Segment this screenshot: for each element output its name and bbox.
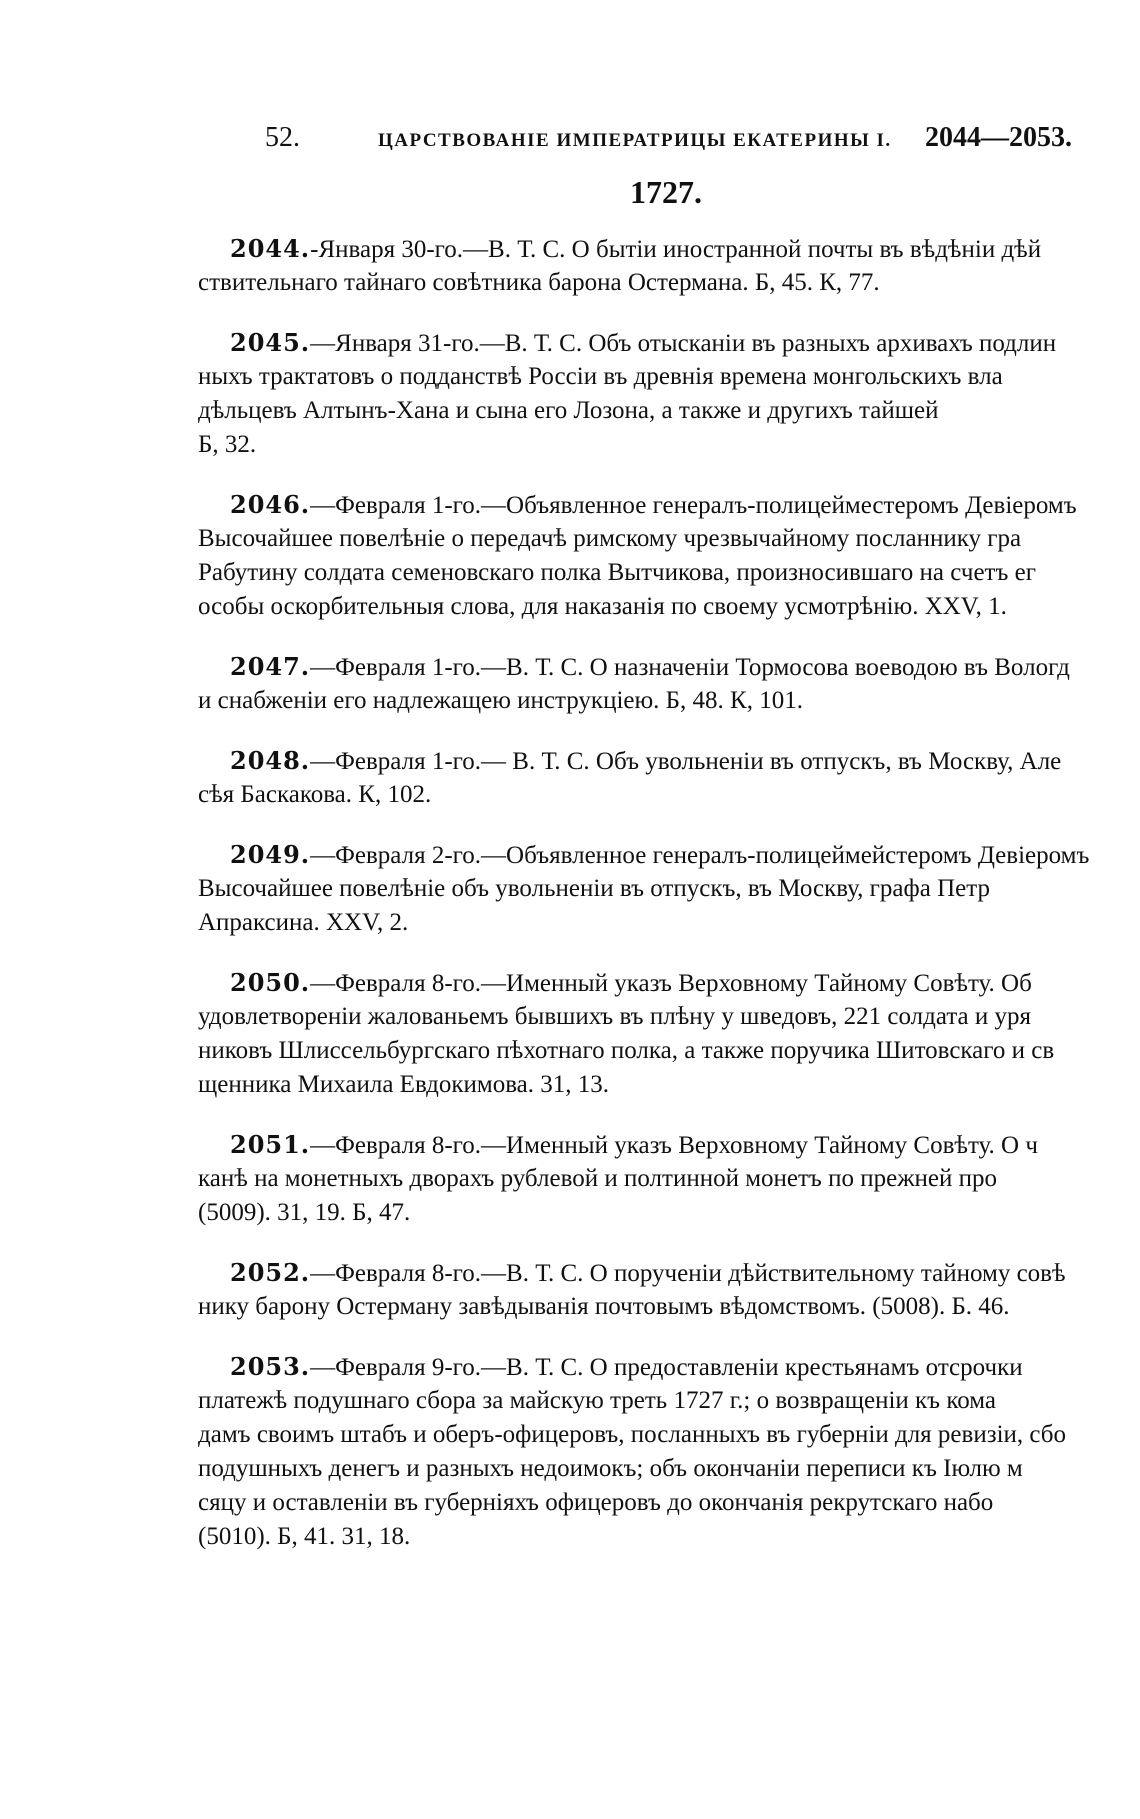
entry-line [198, 488, 1104, 522]
entry-number: 2052. [230, 1258, 311, 1287]
entry-text: —Февраля 2-го.—Объявленное генералъ-полицеймейстеромъ Девіеромъ [310, 842, 1090, 869]
running-title: ЦАРСТВОВАНІЕ ИМПЕРАТРИЦЫ ЕКАТЕРИНЫ І. [378, 130, 892, 151]
entry-line: Б, 32. [198, 431, 257, 458]
entry-text: —Февраля 8-го.—В. Т. С. О порученіи дѣйствительному тайному совѣ [310, 1260, 1066, 1287]
year-heading: 1727. [630, 174, 702, 210]
entry-number: 2050. [230, 968, 311, 997]
entry-2047 [198, 650, 1104, 718]
entry-number: 2046. [230, 490, 311, 519]
entry-line [198, 1256, 1104, 1290]
entry-number: 2053. [230, 1352, 311, 1381]
entry-2044 [198, 232, 1104, 300]
entry-text: —Февраля 1-го.—В. Т. С. О назначеніи Тормосова воеводою въ Вологд [310, 654, 1070, 681]
entry-line [198, 1350, 1104, 1384]
entry-text: —Февраля 8-го.—Именный указъ Верховному Тайному Совѣту. Об [310, 970, 1032, 997]
entry-line [198, 744, 1104, 778]
entry-text: —Февраля 1-го.— В. Т. С. Объ увольненіи въ отпускъ, въ Москву, Але [310, 748, 1062, 775]
entry-text: —Января 31-го.—В. Т. С. Объ отысканіи въ разныхъ архивахъ подлин [310, 330, 1057, 357]
entry-line: ныхъ трактатовъ о подданствѣ Россіи въ древнія времена монгольскихъ вла [198, 363, 1003, 390]
entry-line: (5010). Б, 41. 31, 18. [198, 1523, 411, 1550]
entry-line [198, 838, 1104, 872]
entry-line [198, 232, 1104, 266]
entry-line [198, 966, 1104, 1000]
entry-line: подушныхъ денегъ и разныхъ недоимокъ; объ окончаніи переписи къ Іюлю м [198, 1455, 1023, 1482]
entry-line: особы оскорбительныя слова, для наказанія по своему усмотрѣнію. XXV, 1. [198, 593, 1007, 620]
page-number: 52. [265, 122, 300, 153]
page-header [0, 118, 1140, 168]
entry-line: Высочайшее повелѣніе о передачѣ римскому чрезвычайному посланнику гра [198, 525, 1022, 552]
entry-line: (5009). 31, 19. Б, 47. [198, 1199, 411, 1226]
entry-line: дамъ своимъ штабъ и оберъ-офицеровъ, посланныхъ въ губерніи для ревизіи, сбо [198, 1421, 1067, 1448]
entry-text: —Февраля 1-го.—Объявленное генералъ-полицейместеромъ Девіеромъ [310, 492, 1077, 519]
entry-line: нику барону Остерману завѣдыванія почтовымъ вѣдомствомъ. (5008). Б. 46. [198, 1293, 1010, 1320]
entry-text: -Января 30-го.—В. Т. С. О бытіи иностранной почты въ вѣдѣніи дѣй [310, 236, 1042, 263]
entry-line: сѣя Баскакова. К, 102. [198, 781, 432, 808]
entry-line [198, 1128, 1104, 1162]
entry-line: ствительнаго тайнаго совѣтника барона Остермана. Б, 45. К, 77. [198, 269, 880, 296]
entry-number: 2045. [230, 328, 311, 357]
entry-number: 2044. [230, 234, 311, 263]
entry-line: канѣ на монетныхъ дворахъ рублевой и полтинной монетъ по прежней про [198, 1165, 997, 1192]
entry-2051 [198, 1128, 1104, 1230]
entry-2048 [198, 744, 1104, 812]
entry-2050 [198, 966, 1104, 1102]
entry-line: сяцу и оставленіи въ губерніяхъ офицеровъ до окончанія рекрутскаго набо [198, 1489, 994, 1516]
entry-line: Рабутину солдата семеновскаго полка Вытчикова, произносившаго на счетъ ег [198, 559, 1037, 586]
entry-line: дѣльцевъ Алтынъ-Хана и сына его Лозона, а также и другихъ тайшей [198, 397, 939, 424]
entry-2052 [198, 1256, 1104, 1324]
entry-number: 2049. [230, 840, 311, 869]
entry-line: Апраксина. XXV, 2. [198, 909, 409, 936]
entry-2049 [198, 838, 1104, 940]
entry-number: 2048. [230, 746, 311, 775]
entry-line [198, 326, 1104, 360]
entry-number: 2047. [230, 652, 311, 681]
entry-line: щенника Михаила Евдокимова. 31, 13. [198, 1071, 610, 1098]
entry-2045 [198, 326, 1104, 462]
entries-list [198, 232, 1104, 1580]
entry-line: никовъ Шлиссельбургскаго пѣхотнаго полка, а также поручика Шитовскаго и св [198, 1037, 1055, 1064]
entry-text: —Февраля 8-го.—Именный указъ Верховному Тайному Совѣту. О ч [310, 1132, 1038, 1159]
entry-line [198, 650, 1104, 684]
entry-range: 2044—2053. [925, 122, 1072, 153]
entry-text: —Февраля 9-го.—В. Т. С. О предоставленіи крестьянамъ отсрочки [310, 1354, 1023, 1381]
entry-line: удовлетвореніи жалованьемъ бывшихъ въ плѣну у шведовъ, 221 солдата и уря [198, 1003, 1032, 1030]
entry-line: Высочайшее повелѣніе объ увольненіи въ отпускъ, въ Москву, графа Петр [198, 875, 990, 902]
entry-line: платежѣ подушнаго сбора за майскую треть 1727 г.; о возвращеніи къ кома [198, 1387, 996, 1414]
entry-line: и снабженіи его надлежащею инструкціею. Б, 48. К, 101. [198, 687, 803, 714]
entry-2046 [198, 488, 1104, 624]
entry-2053 [198, 1350, 1104, 1554]
entry-number: 2051. [230, 1130, 311, 1159]
